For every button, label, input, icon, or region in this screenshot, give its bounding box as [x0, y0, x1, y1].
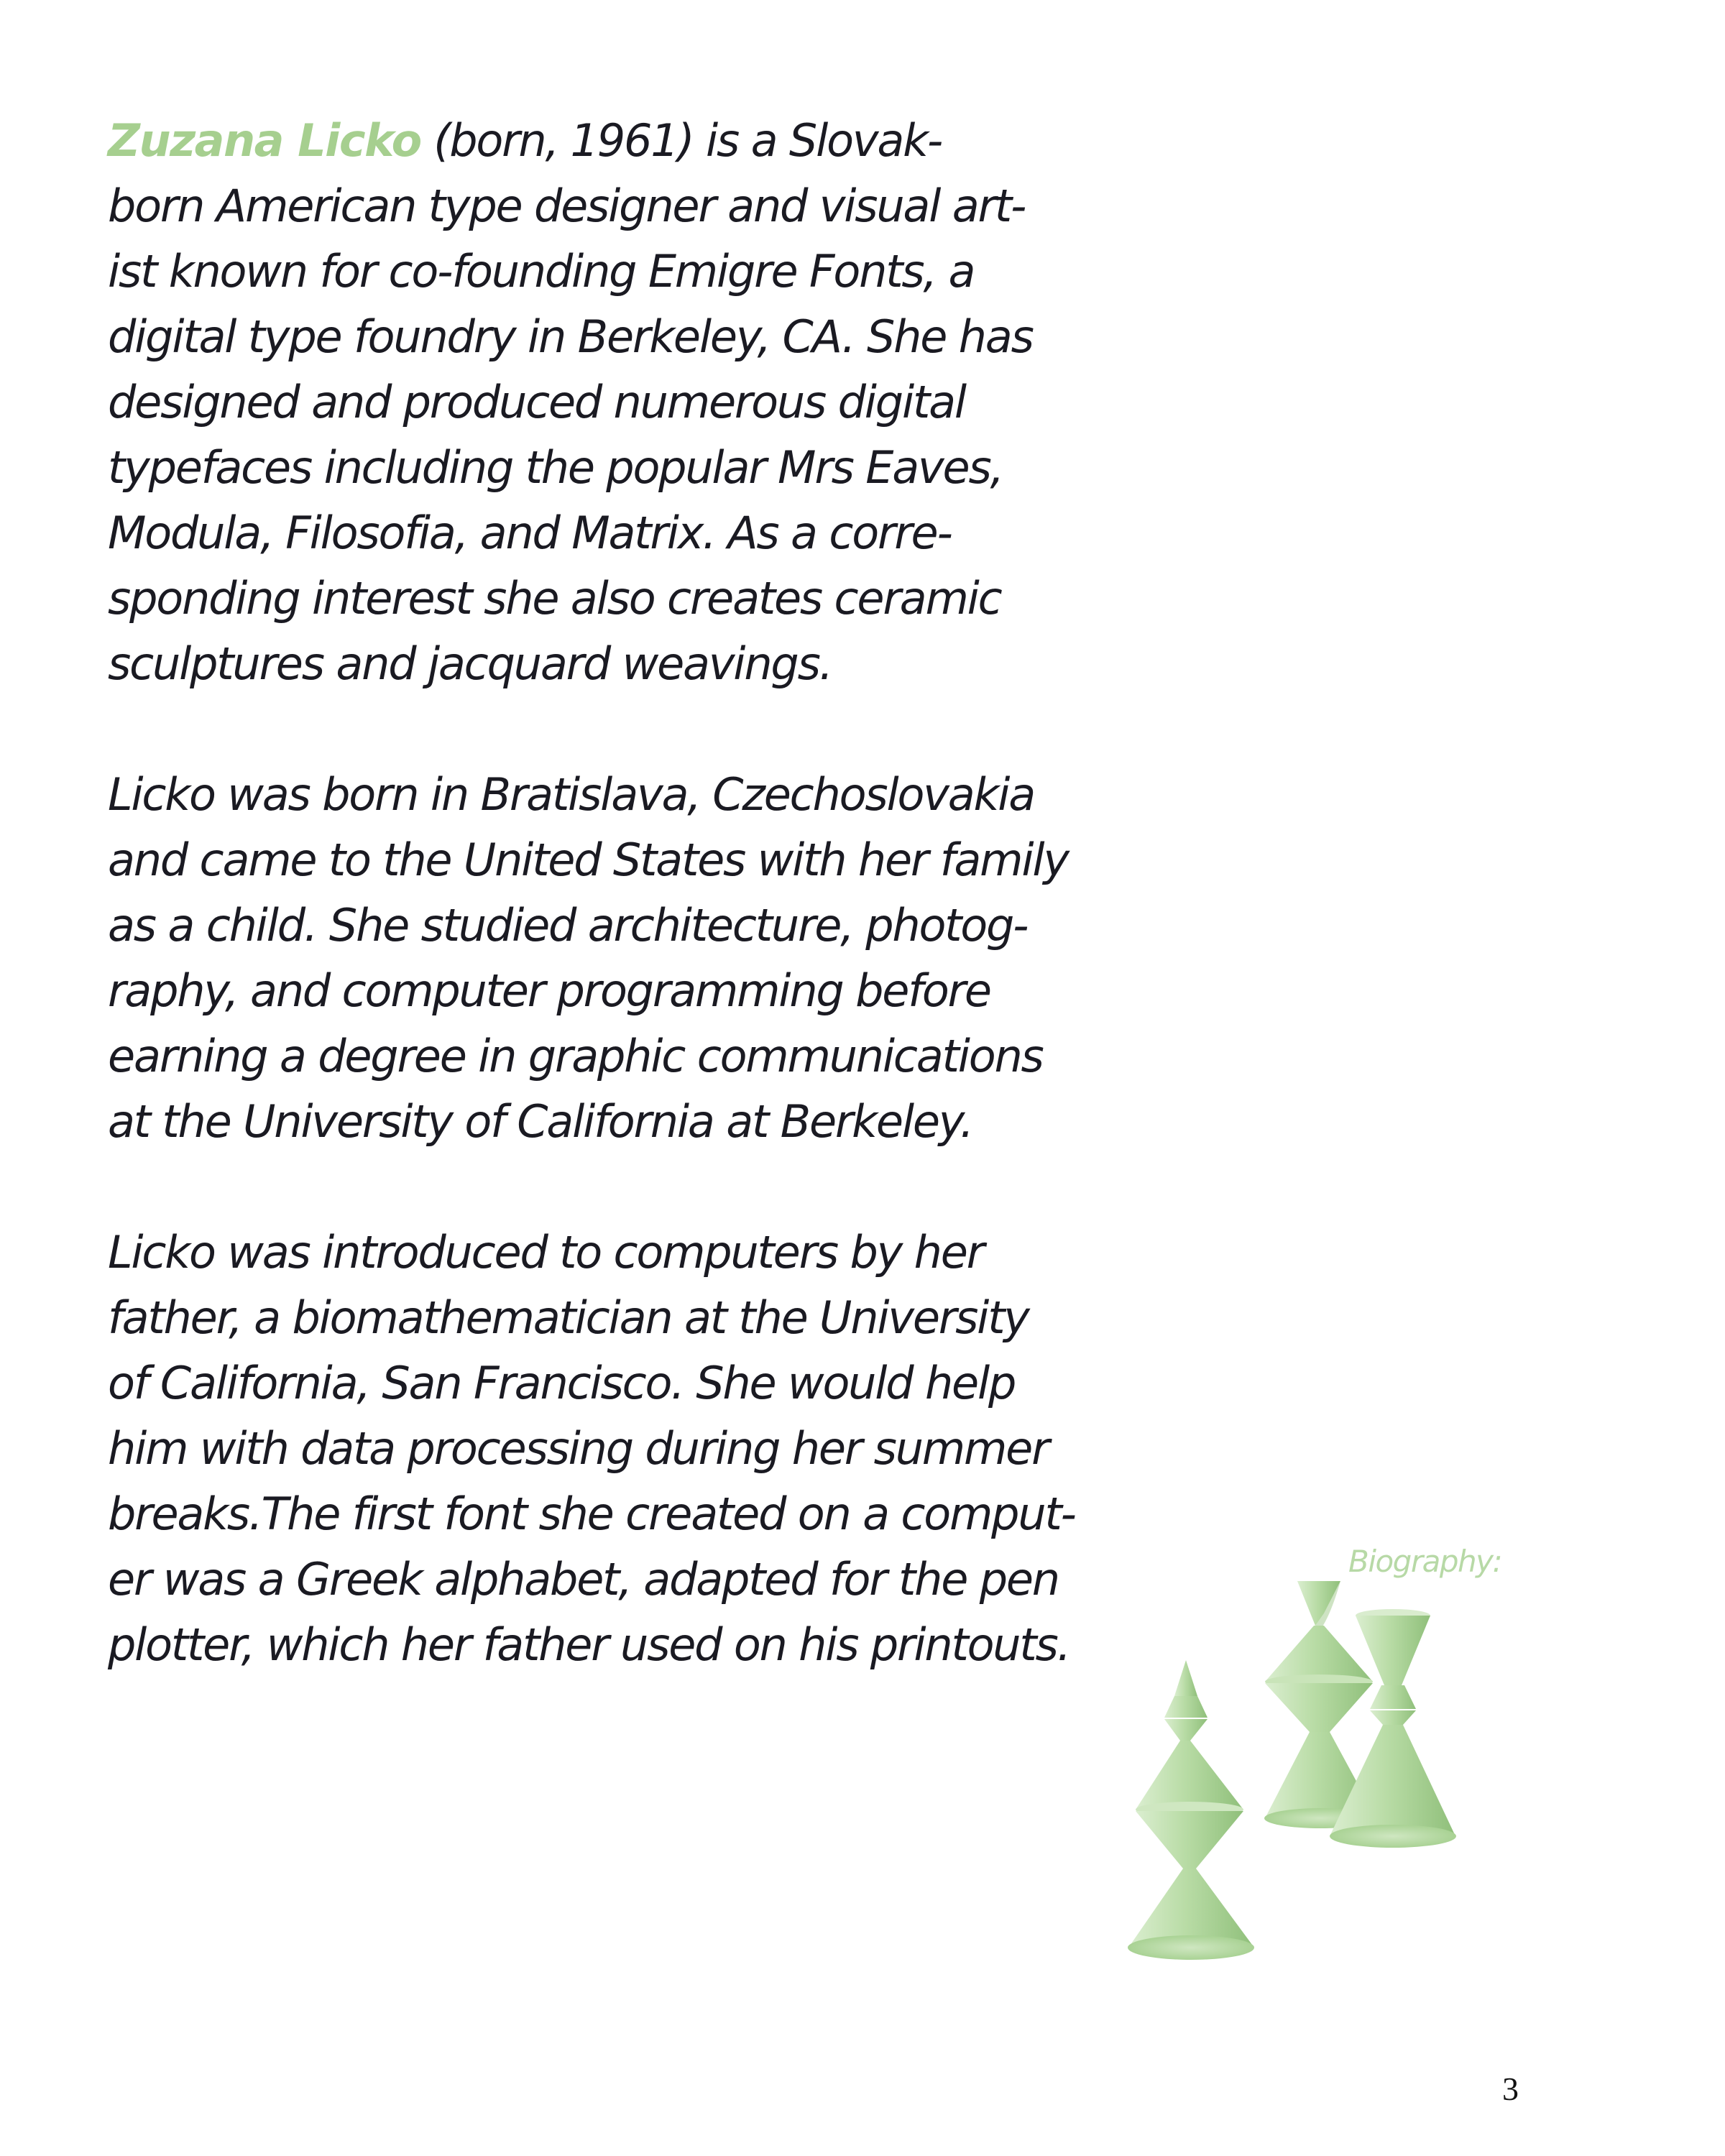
sculpture-left — [1128, 1660, 1254, 1960]
paragraph-line: er was a Greek alphabet, adapted for the pen — [108, 1553, 1059, 1606]
paragraph-line: as a child. She studied architecture, photog- — [108, 899, 1028, 952]
paragraph-line: breaks.The first font she created on a comput- — [108, 1488, 1075, 1540]
paragraph-line: Licko was introduced to computers by her — [108, 1226, 983, 1279]
paragraph-line: him with data processing during her summer — [108, 1422, 1049, 1475]
paragraph-line: Zuzana Licko (born, 1961) is a Slovak- — [108, 114, 942, 167]
paragraph-line: and came to the United States with her family — [108, 834, 1068, 886]
paragraph-intro — [108, 108, 1071, 696]
paragraph-line: at the University of California at Berkeley. — [108, 1095, 972, 1148]
designer-name: Zuzana Licko — [108, 114, 421, 167]
paragraph-line: earning a degree in graphic communications — [108, 1030, 1043, 1082]
ceramic-sculptures-illustration — [1121, 1581, 1495, 2012]
paragraph-early-life — [108, 762, 1071, 1154]
paragraph-line: designed and produced numerous digital — [108, 376, 965, 428]
paragraph-line: of California, San Francisco. She would help — [108, 1357, 1016, 1409]
paragraph-computers — [108, 1220, 1075, 1677]
biography-text — [108, 108, 1075, 1677]
page-number: 3 — [1502, 2070, 1519, 2107]
paragraph-line: raphy, and computer programming before — [108, 964, 990, 1017]
paragraph-line: Licko was born in Bratislava, Czechoslovakia — [108, 768, 1035, 821]
paragraph-line: sponding interest she also creates ceramic — [108, 572, 1001, 625]
paragraph-line: typefaces including the popular Mrs Eaves, — [108, 441, 1003, 494]
paragraph-line: Modula, Filosofia, and Matrix. As a corre- — [108, 507, 952, 559]
paragraph-line: digital type foundry in Berkeley, CA. She has — [108, 310, 1033, 363]
paragraph-line: sculptures and jacquard weavings. — [108, 637, 832, 690]
paragraph-line: ist known for co-founding Emigre Fonts, a — [108, 245, 975, 298]
paragraph-line: plotter, which her father used on his printouts. — [108, 1618, 1070, 1671]
paragraph-line: born American type designer and visual art- — [108, 180, 1026, 232]
paragraph-line: father, a biomathematician at the University — [108, 1291, 1029, 1344]
sculpture-right — [1330, 1609, 1456, 1848]
section-label: Biography: — [1348, 1544, 1502, 1579]
